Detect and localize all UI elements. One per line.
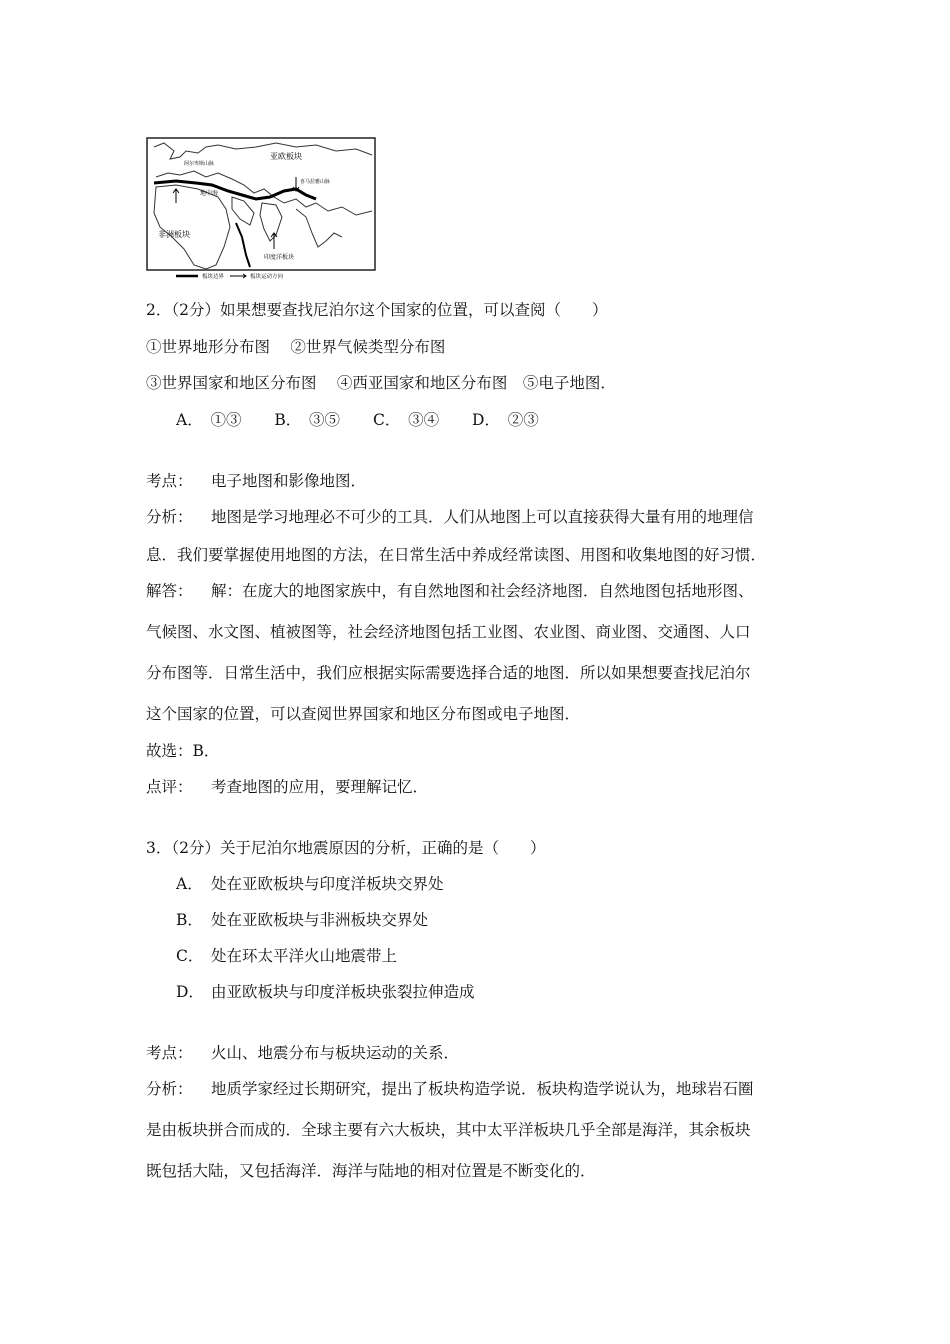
q3-stem: 3．（2分）关于尼泊尔地震原因的分析，正确的是（ ） [146, 839, 546, 857]
q3-kaodian [146, 1043, 459, 1063]
q3-option-a-letter: A． [176, 875, 203, 893]
q2-option-c: C． ③④ [372, 411, 440, 429]
q3-kaodian-text: 火山、地震分布与板块运动的关系． [211, 1044, 460, 1062]
q2-kaodian-text: 电子地图和影像地图． [211, 472, 367, 490]
q3-option-c [176, 946, 397, 966]
q2-dianping-label: 点评： [146, 778, 193, 796]
q3-option-a [176, 874, 444, 894]
q2-fenxi-2: 息．我们要掌握使用地图的方法，在日常生活中养成经常读图、用图和收集地图的好习惯． [146, 546, 767, 564]
legend-motion: 板块运动方向 [250, 274, 284, 279]
label-africa-plate: 非洲板块 [158, 230, 190, 239]
q2-option-b: B． ③⑤ [274, 411, 341, 429]
q3-option-a-text: 处在亚欧板块与印度洋板块交界处 [211, 875, 444, 893]
q3-option-b [176, 910, 428, 930]
q2-jieda-text-1: 解：在庞大的地图家族中，有自然地图和社会经济地图．自然地图包括地形图、 [211, 582, 754, 600]
q2-choices-line-1: ①世界地形分布图 ②世界气候类型分布图 [146, 338, 446, 356]
q3-option-c-text: 处在环太平洋火山地震带上 [211, 947, 398, 965]
q3-option-c-letter: C． [176, 947, 204, 965]
q3-fenxi-text-1: 地质学家经过长期研究，提出了板块构造学说．板块构造学说认为，地球岩石圈 [211, 1080, 754, 1098]
q2-jieda-1 [146, 581, 754, 601]
q2-dianping-text: 考查地图的应用，要理解记忆． [211, 778, 429, 796]
q3-option-b-letter: B． [176, 911, 203, 929]
q2-option-a: A． ①③ [176, 411, 242, 429]
label-mediterranean: 地中海 [200, 190, 219, 197]
q2-options [176, 410, 567, 430]
q3-fenxi-3: 既包括大陆，又包括海洋．海洋与陆地的相对位置是不断变化的． [146, 1162, 596, 1180]
q3-option-b-text: 处在亚欧板块与非洲板块交界处 [211, 911, 429, 929]
q2-dianping [146, 777, 428, 797]
q2-jieda-4: 这个国家的位置，可以查阅世界国家和地区分布图或电子地图． [146, 705, 581, 723]
q3-fenxi-label: 分析： [146, 1080, 193, 1098]
label-india-plate: 印度洋板块 [264, 254, 295, 261]
q3-kaodian-label: 考点： [146, 1044, 193, 1062]
q3-fenxi-1 [146, 1079, 754, 1099]
label-eurasia-plate: 亚欧板块 [270, 152, 302, 161]
q2-jieda-label: 解答： [146, 582, 193, 600]
q2-option-d: D． ②③ [472, 411, 539, 429]
q3-option-d-letter: D． [176, 983, 204, 1001]
q2-stem: 2．（2分）如果想要查找尼泊尔这个国家的位置，可以查阅（ ） [146, 301, 608, 319]
plate-map-figure [146, 137, 376, 279]
q2-jieda-3: 分布图等．日常生活中，我们应根据实际需要选择合适的地图．所以如果想要查找尼泊尔 [146, 664, 751, 682]
q3-option-d [176, 982, 475, 1002]
label-alps: 阿尔卑斯山脉 [184, 161, 215, 167]
label-himalaya: 喜马拉雅山脉 [300, 179, 331, 185]
q2-kaodian-label: 考点： [146, 472, 193, 490]
q3-fenxi-2: 是由板块拼合而成的．全球主要有六大板块，其中太平洋板块几乎全部是海洋，其余板块 [146, 1121, 751, 1139]
q2-kaodian [146, 471, 366, 491]
q2-fenxi-1 [146, 507, 754, 527]
q2-choices-line-2: ③世界国家和地区分布图 ④西亚国家和地区分布图 ⑤电子地图． [146, 374, 616, 392]
q2-fenxi-label: 分析： [146, 508, 193, 526]
q2-fenxi-text-1: 地图是学习地理必不可少的工具．人们从地图上可以直接获得大量有用的地理信 [211, 508, 754, 526]
q2-answer: 故选：B． [146, 742, 220, 760]
q2-jieda-2: 气候图、水文图、植被图等，社会经济地图包括工业图、农业图、商业图、交通图、人口 [146, 623, 751, 641]
q3-option-d-text: 由亚欧板块与印度洋板块张裂拉伸造成 [211, 983, 475, 1001]
legend-boundary: 板块边界 [202, 274, 225, 279]
